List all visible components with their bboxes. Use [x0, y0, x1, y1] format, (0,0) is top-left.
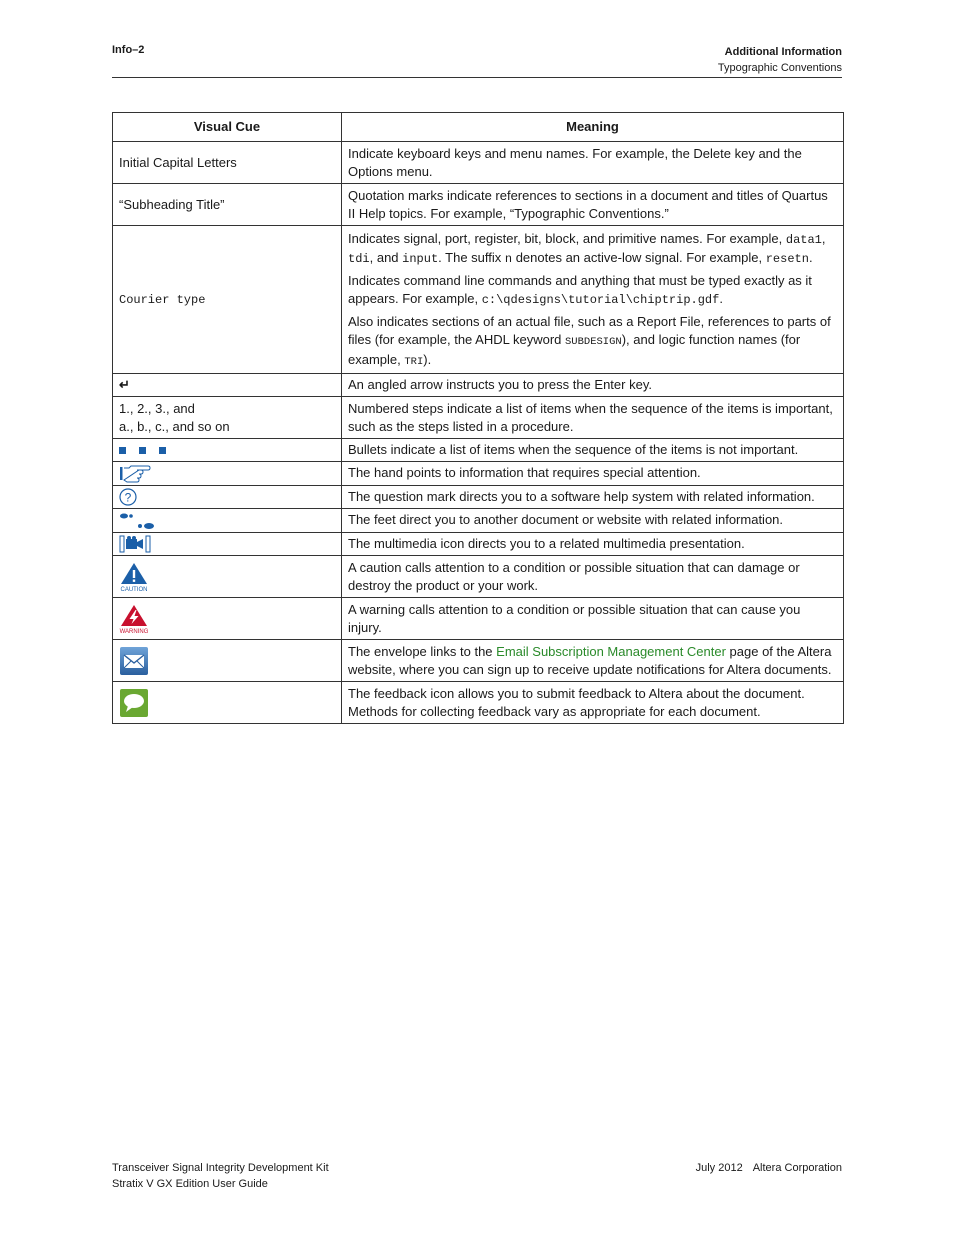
footer-company: Altera Corporation [752, 1162, 842, 1174]
table-row [113, 397, 844, 439]
meaning-cell: Quotation marks indicate references to sections in a document and titles of Quartus II Help topics. For example, “Typographic Conventions.” [342, 184, 844, 226]
table-row [113, 226, 844, 374]
table-row [113, 462, 844, 486]
table-row [113, 556, 844, 598]
footer-document-title [112, 1160, 329, 1192]
code-sample: n [504, 252, 513, 266]
cue-cell: Initial Capital Letters [113, 142, 342, 184]
header-rule [112, 77, 842, 78]
code-sample: c:\qdesigns\tutorial\chiptrip.gdf [481, 293, 720, 307]
table-row [113, 485, 844, 509]
meaning-cell: The multimedia icon directs you to a related multimedia presentation. [342, 532, 844, 556]
code-sample: input [402, 252, 439, 266]
table-row [113, 509, 844, 533]
footer-title-line: Stratix V GX Edition User Guide [112, 1178, 268, 1190]
warning-icon-label: WARNING [119, 628, 149, 634]
table-row [113, 532, 844, 556]
bullets-icon [119, 442, 179, 457]
courier-paragraph-1: Indicates signal, port, register, bit, block, and primitive names. For example, data1, tdi, and input. The suffix n denotes an active-low signal. For example, resetn. [348, 231, 826, 266]
envelope-icon[interactable] [119, 646, 149, 676]
caution-icon [119, 562, 149, 592]
footer-date: July 2012 [695, 1162, 743, 1174]
section-title: Additional Information [724, 46, 842, 58]
table-row [113, 184, 844, 226]
courier-paragraph-2: Indicates command line commands and anything that must be typed exactly as it appears. For example, c:\qdesigns\tutorial\chiptrip.gdf. [348, 273, 812, 307]
question-mark-icon [119, 488, 137, 506]
visual-cues-table [112, 112, 844, 724]
code-sample: data1 [785, 233, 822, 247]
meaning-cell: The question mark directs you to a software help system with related information. [342, 485, 844, 509]
column-header-visual-cue: Visual Cue [113, 113, 342, 142]
table-header-row [113, 113, 844, 142]
cue-cell [113, 598, 342, 640]
column-header-meaning: Meaning [342, 113, 844, 142]
meaning-cell: The feedback icon allows you to submit feedback to Altera about the document. Methods for collecting feedback vary as appropriate for each document. [342, 682, 844, 724]
courier-sample: Courier type [119, 293, 206, 307]
enter-arrow-icon: ↵ [119, 377, 130, 392]
table-row [113, 439, 844, 462]
cue-cell [113, 397, 342, 439]
courier-paragraph-3: Also indicates sections of an actual file, such as a Report File, references to parts of files (for example, the AHDL keyword SUBDESIGN), and logic function names (for example, TRI). [348, 314, 831, 368]
code-sample: SUBDESIGN [565, 336, 622, 348]
cue-cell [113, 640, 342, 682]
code-sample: TRI [404, 356, 424, 368]
footer-title-line: Transceiver Signal Integrity Development Kit [112, 1162, 329, 1174]
cue-cell [113, 509, 342, 533]
cue-cell [113, 485, 342, 509]
warning-icon [119, 604, 153, 634]
meaning-cell: Indicate keyboard keys and menu names. For example, the Delete key and the Options menu. [342, 142, 844, 184]
hand-pointing-icon [119, 465, 151, 483]
subsection-title: Typographic Conventions [717, 62, 842, 74]
meaning-cell: Numbered steps indicate a list of items when the sequence of the items is important, such as the steps listed in a procedure. [342, 397, 844, 439]
page-number: Info–2 [112, 44, 145, 56]
multimedia-icon [119, 535, 151, 553]
cue-cell [113, 532, 342, 556]
cue-line: 1., 2., 3., and [119, 400, 195, 416]
cue-cell [113, 439, 342, 462]
feet-icon [119, 512, 157, 530]
meaning-cell: A warning calls attention to a condition or possible situation that can cause you injury. [342, 598, 844, 640]
cue-cell [113, 226, 342, 374]
cue-cell [113, 682, 342, 724]
cue-cell [113, 462, 342, 486]
meaning-cell: The hand points to information that requires special attention. [342, 462, 844, 486]
meaning-cell: A caution calls attention to a condition or possible situation that can damage or destroy the product or your work. [342, 556, 844, 598]
meaning-cell: The feet direct you to another document or website with related information. [342, 509, 844, 533]
code-sample: resetn [765, 252, 809, 266]
table-row [113, 598, 844, 640]
meaning-cell [342, 226, 844, 374]
cue-cell: “Subheading Title” [113, 184, 342, 226]
email-subscription-link[interactable]: Email Subscription Management Center [496, 643, 726, 659]
cue-line: a., b., c., and so on [119, 418, 230, 434]
table-row [113, 142, 844, 184]
caution-icon-label: CAUTION [120, 586, 148, 592]
cue-cell [113, 556, 342, 598]
svg-text:?: ? [124, 490, 132, 505]
table-row [113, 640, 844, 682]
feedback-icon[interactable] [119, 688, 149, 718]
meaning-cell: Bullets indicate a list of items when the sequence of the items is not important. [342, 439, 844, 462]
meaning-cell: An angled arrow instructs you to press the Enter key. [342, 374, 844, 397]
table-row [113, 374, 844, 397]
table-row [113, 682, 844, 724]
running-header [718, 44, 842, 76]
cue-cell [113, 374, 342, 397]
meaning-cell: The envelope links to the Email Subscription Management Center page of the Altera website, where you can sign up to receive update notifications for Altera documents. [342, 640, 844, 682]
code-sample: tdi [348, 252, 370, 266]
footer-publication-info [686, 1160, 842, 1176]
